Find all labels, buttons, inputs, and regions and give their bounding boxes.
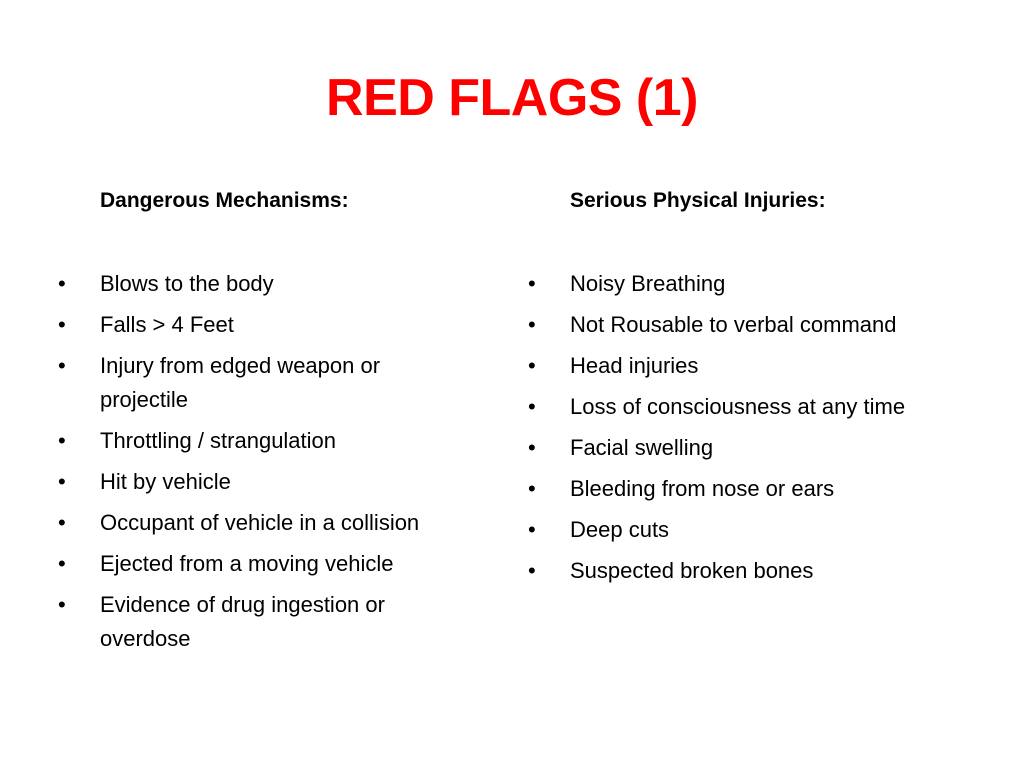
bullet-icon: • bbox=[528, 271, 536, 296]
bullet-icon: • bbox=[528, 353, 536, 378]
bullet-list bbox=[528, 267, 988, 588]
list-item: • Head injuries bbox=[528, 349, 988, 383]
bullet-icon: • bbox=[58, 510, 66, 535]
list-item: • Noisy Breathing bbox=[528, 267, 988, 301]
bullet-icon: • bbox=[528, 558, 536, 583]
bullet-icon: • bbox=[58, 353, 66, 378]
bullet-icon: • bbox=[528, 517, 536, 542]
list-item: • Blows to the body bbox=[58, 267, 498, 301]
bullet-icon: • bbox=[528, 394, 536, 419]
dangerous-mechanisms-column bbox=[58, 186, 498, 663]
bullet-icon: • bbox=[528, 435, 536, 460]
list-item: • Injury from edged weapon or projectile bbox=[58, 349, 460, 417]
bullet-icon: • bbox=[58, 428, 66, 453]
bullet-icon: • bbox=[58, 592, 66, 617]
list-item: • Ejected from a moving vehicle bbox=[58, 547, 498, 581]
list-item: • Suspected broken bones bbox=[528, 554, 988, 588]
bullet-icon: • bbox=[58, 551, 66, 576]
list-item: • Bleeding from nose or ears bbox=[528, 472, 988, 506]
list-item: • Falls > 4 Feet bbox=[58, 308, 498, 342]
bullet-icon: • bbox=[528, 312, 536, 337]
list-item: • Throttling / strangulation bbox=[58, 424, 498, 458]
bullet-icon: • bbox=[528, 476, 536, 501]
bullet-list bbox=[58, 267, 498, 656]
list-item: • Occupant of vehicle in a collision bbox=[58, 506, 498, 540]
bullet-icon: • bbox=[58, 271, 66, 296]
slide-title: RED FLAGS (1) bbox=[326, 69, 698, 127]
bullet-icon: • bbox=[58, 312, 66, 337]
serious-physical-injuries-column bbox=[528, 186, 988, 595]
list-item: • Not Rousable to verbal command bbox=[528, 308, 988, 342]
list-item: • Evidence of drug ingestion or overdose bbox=[58, 588, 460, 656]
list-item: • Loss of consciousness at any time bbox=[528, 390, 988, 424]
list-item: • Deep cuts bbox=[528, 513, 988, 547]
list-item: • Hit by vehicle bbox=[58, 465, 498, 499]
bullet-icon: • bbox=[58, 469, 66, 494]
column-heading: Dangerous Mechanisms: bbox=[100, 189, 349, 212]
column-heading: Serious Physical Injuries: bbox=[570, 189, 826, 212]
list-item: • Facial swelling bbox=[528, 431, 988, 465]
